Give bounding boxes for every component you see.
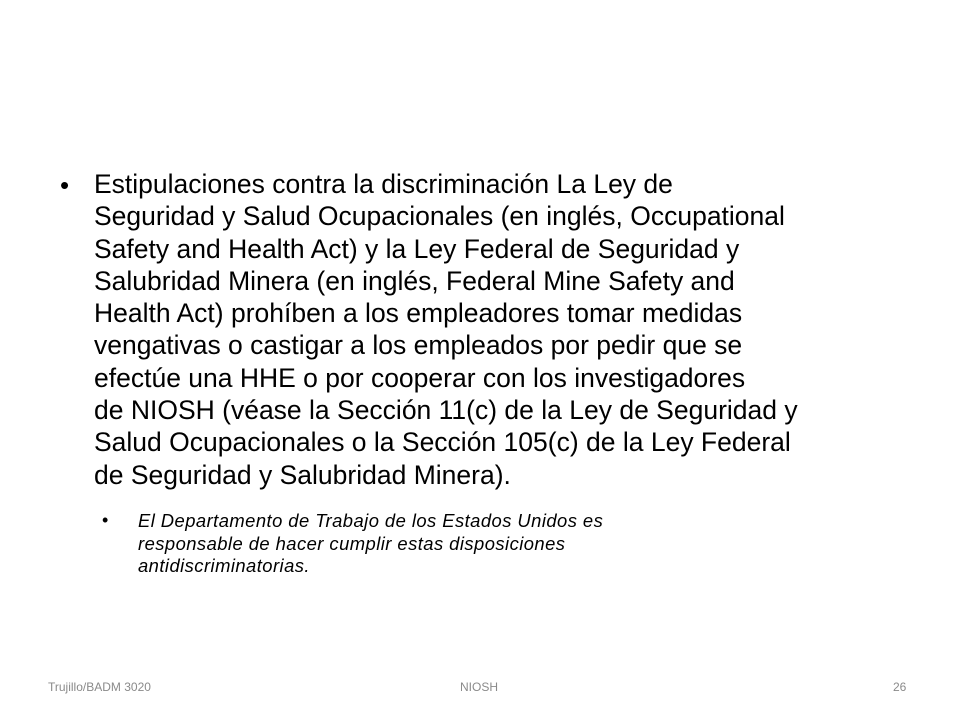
footer-title: NIOSH (460, 680, 499, 694)
bullet-line: Safety and Health Act) y la Ley Federal de Seguridad y (94, 233, 740, 264)
sub-bullet-text (138, 510, 918, 578)
bullet-line: de NIOSH (véase la Sección 11(c) de la Ley de Seguridad y (94, 395, 798, 426)
bullet-line: Estipulaciones contra la discriminación La Ley de (94, 169, 673, 199)
bullet-line: Seguridad y Salud Ocupacionales (en inglés, Occupational (94, 201, 785, 232)
bullet-line: Salud Ocupacionales o la Sección 105(c) de la Ley Federal (94, 427, 791, 458)
sub-bullet-icon: • (102, 509, 109, 530)
bullet-line: vengativas o castigar a los empleados por pedir que se (94, 330, 743, 361)
bullet-line: Salubridad Minera (en inglés, Federal Mine Safety and (94, 265, 735, 296)
bullet-line: Health Act) prohíben a los empleadores tomar medidas (94, 298, 743, 329)
bullet-icon: • (60, 170, 70, 200)
slide-content (58, 168, 918, 578)
bullet-item (58, 168, 918, 491)
bullet-line: efectúe una HHE o por cooperar con los investigadores (94, 362, 746, 393)
bullet-text (94, 168, 918, 491)
sub-bullet-line: responsable de hacer cumplir estas disposiciones (138, 532, 566, 554)
footer-course: Trujillo/BADM 3020 (48, 680, 151, 694)
sub-bullet-line: El Departamento de Trabajo de los Estados Unidos es (138, 509, 604, 531)
sub-bullet-item (58, 510, 918, 578)
sub-bullet-line: antidiscriminatorias. (138, 555, 310, 577)
slide-number: 26 (893, 680, 907, 694)
bullet-line: de Seguridad y Salubridad Minera). (94, 459, 511, 490)
